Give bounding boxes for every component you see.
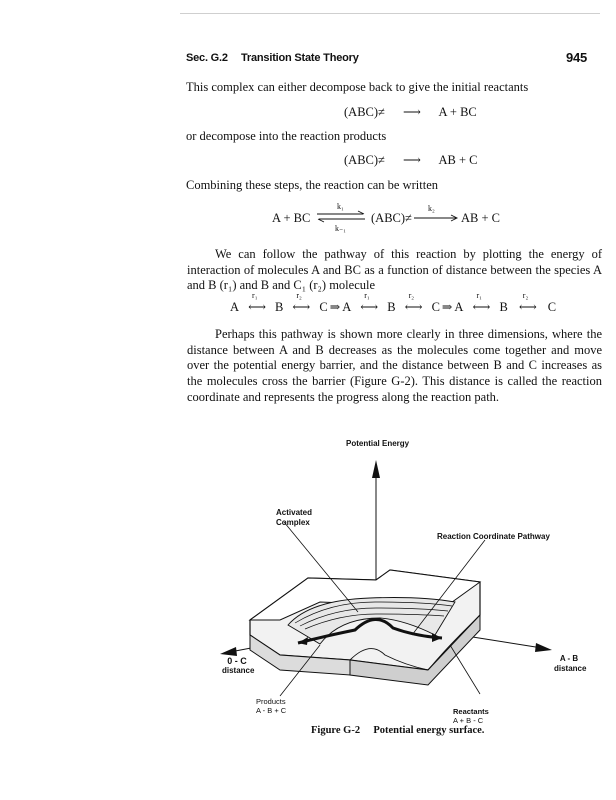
caption-label: Figure G-2 [311, 725, 361, 736]
eq2-arrow: ⟶ [403, 153, 421, 167]
bc-distance-label [222, 656, 255, 676]
forward-arrow-k2 [412, 204, 460, 226]
eq1-right: A + BC [438, 105, 477, 119]
chain-bond: r₁ ⟷ [472, 291, 491, 314]
equation-3-mid: (ABC)≠ [371, 211, 412, 225]
axis-arrowhead [372, 460, 380, 478]
products-formula: A - B + C [256, 706, 287, 715]
products-label [256, 697, 286, 715]
k2-label: k₂ [428, 204, 435, 213]
implies-arrow: ⇒ [329, 300, 341, 314]
chain-bond: r₂ ⟷ [518, 291, 537, 314]
chain-bond: r₁ ⟷ [360, 291, 379, 314]
ab-distance-label [554, 654, 587, 674]
eq1-arrow: ⟶ [403, 105, 421, 119]
eq1-left: (ABC)≠ [344, 105, 385, 119]
reactants-title: Reactants [453, 707, 489, 716]
figure-caption [311, 725, 484, 736]
chain-atom: A [230, 300, 240, 314]
top-rule [180, 13, 600, 14]
chain-equation [230, 291, 557, 315]
ab-label-line1: A - B [559, 654, 579, 663]
line-decompose: This complex can either decompose back to give the initial reactants [186, 80, 529, 94]
k1-label: k₁ [337, 202, 344, 211]
running-title: Transition State Theory [241, 52, 359, 64]
chain-bond: r₂ ⟷ [404, 291, 423, 314]
chain-bond: r₂ ⟷ [292, 291, 311, 314]
chain-r-label: r₁ [364, 291, 370, 300]
chain-r-label: r₁ [252, 291, 258, 300]
chain-r-label: r₁ [476, 291, 482, 300]
chain-atom: B [387, 300, 396, 314]
reactants-label [453, 707, 489, 725]
equation-2 [344, 152, 477, 168]
activated-complex-label: Activated Complex [276, 508, 313, 527]
chain-atom: C [319, 300, 328, 314]
leader-reactants [450, 645, 480, 694]
axis-arrowhead [535, 643, 552, 652]
chain-atom: A [454, 300, 464, 314]
line-or: or decompose into the reaction products [186, 129, 387, 143]
axis-arrowhead [220, 647, 237, 656]
eq2-left: (ABC)≠ [344, 153, 385, 167]
ab-label-line2: distance [554, 664, 587, 673]
chain-r-label: r₂ [408, 291, 415, 300]
chain-atom: B [275, 300, 284, 314]
k-minus1-label: k₋₁ [335, 224, 347, 233]
reactants-formula: A + B - C [453, 716, 484, 725]
line-combining: Combining these steps, the reaction can be written [186, 178, 439, 192]
paragraph-pathway: We can follow the pathway of this reaction by plotting the energy of interaction of molecules A and BC as a function of distance between the species A and B (r₁) and B and C₁ (r₂) molecule [187, 247, 602, 293]
chain-atom: B [499, 300, 508, 314]
section-label: Sec. G.2 [186, 52, 228, 64]
paragraph-dimensions: Perhaps this pathway is shown more clearly in three dimensions, where the distance between A and B decreases as the molecules come together and move over the potential energy barrier, and the distance between B and C increases as the molecules cross the barrier (Figure G-2). This distance is called the reaction coordinate and represents the progress along the reaction path. [187, 327, 602, 404]
potential-energy-label: Potential Energy [346, 439, 410, 448]
chain-atom: A [342, 300, 352, 314]
chain-bond: r₁ ⟷ [248, 291, 266, 314]
bc-label-line2: distance [222, 666, 255, 675]
chain-r-label: r₂ [296, 291, 302, 300]
chain-r-label: r₂ [522, 291, 529, 300]
equation-3-right: AB + C [461, 211, 501, 225]
reaction-coordinate-label: Reaction Coordinate Pathway [437, 532, 550, 541]
caption-text: Potential energy surface. [373, 725, 485, 736]
equation-1 [344, 104, 477, 120]
bc-label-line1: 0 - C [227, 656, 247, 666]
page-number: 945 [566, 50, 588, 65]
chain-atom: C [431, 300, 440, 314]
products-title: Products [256, 697, 286, 706]
eq2-right: AB + C [438, 153, 478, 167]
potential-energy-surface-figure [180, 430, 600, 730]
equation-3-left: A + BC [272, 211, 311, 225]
implies-arrow: ⇒ [441, 300, 453, 314]
chain-atom: C [547, 300, 557, 314]
